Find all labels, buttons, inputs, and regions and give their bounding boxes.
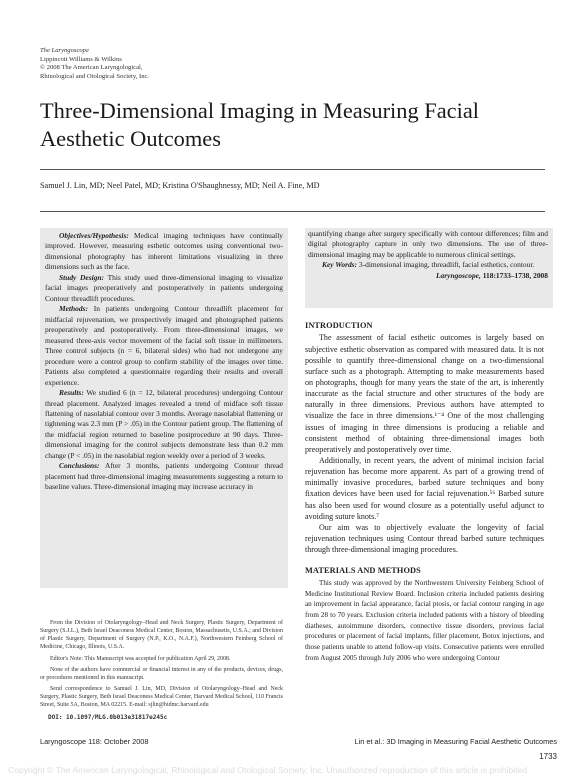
design-label: Study Design: [59, 272, 105, 282]
keywords-label: Key Words: [322, 260, 358, 270]
citation-journal: Laryngoscope, [436, 270, 481, 280]
methods-paragraph-1: This study was approved by the Northwestern University Feinberg School of Medicine Institutional Review Board. Inclusion criteria included patients desiring an improvement in facial appearance, facial ptosis, or facial contour ranging in age from 28 to 70 years. Exclusion criteria included patients with a history of bleeding diatheses, autoimmune disorders, connective tissue disorders, previous facial procedures or placement of facial implants, filler placement, Botox injections, and those patients unable to attend follow-up visits. Consecutive patients were enrolled from August 2005 through July 2006 who were undergoing Contour [305, 578, 544, 662]
objectives-text: Medical imaging techniques have continually improved. However, measuring esthetic outcomes using conventional two-dimensional photography has inherent limitations visualizing in three dimensions such as the face. [45, 231, 283, 272]
introduction-paragraph-2: Additionally, in recent years, the advent of minimal incision facial rejuvenation has become more apparent. As part of a growing trend of minimally invasive procedures, barbed suture techniques and bony fixation devices have been used for facial rejuvenation.⁵⁶ Barbed suture has also been used for wound closure as a potentially useful adjunct to avoiding suture knots.⁷ [305, 456, 544, 521]
conclusions-text: After 3 months, patients undergoing Contour thread placement had three-dimensional imaging measurements suggesting a return to baseline values. Three-dimensional imaging may increase accuracy in [45, 461, 283, 492]
footnote-interest: None of the authors have commercial or financial interest in any of the products, devices, drugs, or procedures mentioned in this manuscript. [40, 666, 283, 681]
citation-reference: 118:1733–1738, 2008 [480, 270, 548, 280]
footer-running-title: Lin et al.: 3D Imaging in Measuring Facial Aesthetic Outcomes [354, 737, 557, 746]
abstract-objectives [45, 231, 283, 273]
abstract-text [45, 231, 283, 493]
footnote-correspondence: Send correspondence to Samuel J. Lin, MD, Division of Otolaryngology–Head and Neck Surgery, Plastic Surgery, Beth Israel Deaconess Medical Center, Harvard Medical School, 110 Francis Street, Suite 5A, Boston, MA 02215. E-mail: sjlin@bidmc.harvard.edu [40, 685, 283, 709]
abstract-continued [308, 229, 548, 281]
methods-text: In patients undergoing Contour threadlift placement for midfacial rejuvenation, we prospectively imaged and photographed patients preoperatively and postoperatively. From three-dimensional images, we measured three-axis vector movement of the facial soft tissue in millimeters. Three control subjects (n = 6, bilateral sides) who had not undergone any procedure were a control group to confirm stability of the images over time. Patients also completed a questionnaire regarding their results and overall experience. [45, 304, 283, 387]
doi-link[interactable]: DOI: 10.1097/MLG.0b013e31817e245c [48, 714, 168, 722]
abstract-box-right [305, 228, 553, 308]
abstract-continued-text: quantifying change after surgery specifically with contour differences; film and digital photography capture in only two dimensions. The use of three-dimensional imaging may be applicable to numerous clinical settings. [308, 229, 548, 259]
abstract-design [45, 273, 283, 304]
footnote-editor-note: Editor's Note: This Manuscript was accepted for publication April 29, 2008. [50, 655, 231, 662]
results-label: Results: [59, 388, 84, 398]
abstract-box-left [40, 228, 288, 588]
page-number: 1733 [539, 752, 557, 761]
copyright-watermark: Copyright © The American Laryngological, Rhinological and Otological Society, Inc. Unauthorized reproduction of this article is prohibited [8, 765, 528, 775]
society-line: Rhinological and Otological Society, Inc. [40, 73, 150, 81]
journal-name: The Laryngoscope [40, 47, 89, 54]
methods-label: Methods: [59, 304, 88, 314]
copyright-line: © 2008 The American Laryngological, [40, 64, 143, 72]
journal-masthead [40, 47, 300, 82]
abstract-results [45, 388, 283, 461]
results-text: We studied 6 (n = 12, bilateral procedures) undergoing Contour thread placement. Analyzed images revealed a trend of midface soft tissue flattening of nasolabial contour over 3 months. Average nasolabial flattening or tightening was 2.3 mm (P > .05) in the Contour patient group. The flattening of the midfacial region returned to baseline postprocedure at 90 days. Three-dimensional imaging for the control subjects demonstrate less than 0.2 mm change (P < .05) in the nasolabial region weekly over a period of 3 weeks. [45, 388, 283, 460]
conclusions-label: Conclusions: [59, 461, 100, 471]
introduction-paragraph-1: The assessment of facial esthetic outcomes is largely based on subjective esthetic observation as compared with measured data. It is not possible to quantify three-dimensional change on a two-dimensional surface such as a photograph. Attempting to make measurements based on photographs, though for many years the state of the art, is inherently inaccurate as the facial structure and other structures of the body are naturally in three dimensions. Previous authors have attempted to visualize the face in three dimensions.¹⁻⁴ One of the most challenging issues of imaging in three dimensions is producing a reliable and consistent method of obtaining three-dimensional images both preoperatively and postoperatively over time. [305, 333, 544, 454]
methods-heading: MATERIALS AND METHODS [305, 566, 421, 576]
title-divider [40, 169, 545, 170]
introduction-paragraph-3: Our aim was to objectively evaluate the longevity of facial rejuvenation techniques using Contour thread barbed suture techniques through three-dimensional imaging procedures. [305, 522, 544, 555]
introduction-heading: INTRODUCTION [305, 321, 373, 330]
keywords-text: 3-dimensional imaging, threadlift, facial esthetics, contour. [357, 260, 535, 270]
objectives-label: Objectives/Hypothesis: [59, 231, 129, 240]
footnote-affiliation: From the Division of Otolaryngology–Head and Neck Surgery, Plastic Surgery, Department of Surgery (S.J.L.), Beth Israel Deaconess Medical Center, Boston, Massachusetts, U.S.A.; and Division of Plastic Surgery, Department of Surgery (N.P., K.O., N.A.F.), Northwestern Feinberg School of Medicine, Chicago, Illinois, U.S.A. [40, 620, 283, 651]
article-title: Three-Dimensional Imaging in Measuring Facial Aesthetic Outcomes [40, 98, 479, 152]
footnotes [40, 619, 283, 723]
abstract-methods [45, 304, 283, 388]
design-text: This study used three-dimensional imaging to visualize facial images preoperatively and postoperatively in patients undergoing Contour threadlift procedures. [45, 272, 283, 303]
author-divider [40, 211, 545, 212]
footer-journal-issue: Laryngoscope 118: October 2008 [40, 737, 149, 746]
publisher-line: Lippincott Williams & Wilkins [40, 55, 122, 63]
abstract-conclusions [45, 461, 283, 492]
abstract-citation [308, 271, 548, 281]
abstract-keywords [308, 260, 548, 270]
body-column [305, 320, 544, 664]
author-list: Samuel J. Lin, MD; Neel Patel, MD; Kristina O'Shaughnessy, MD; Neil A. Fine, MD [40, 181, 320, 190]
